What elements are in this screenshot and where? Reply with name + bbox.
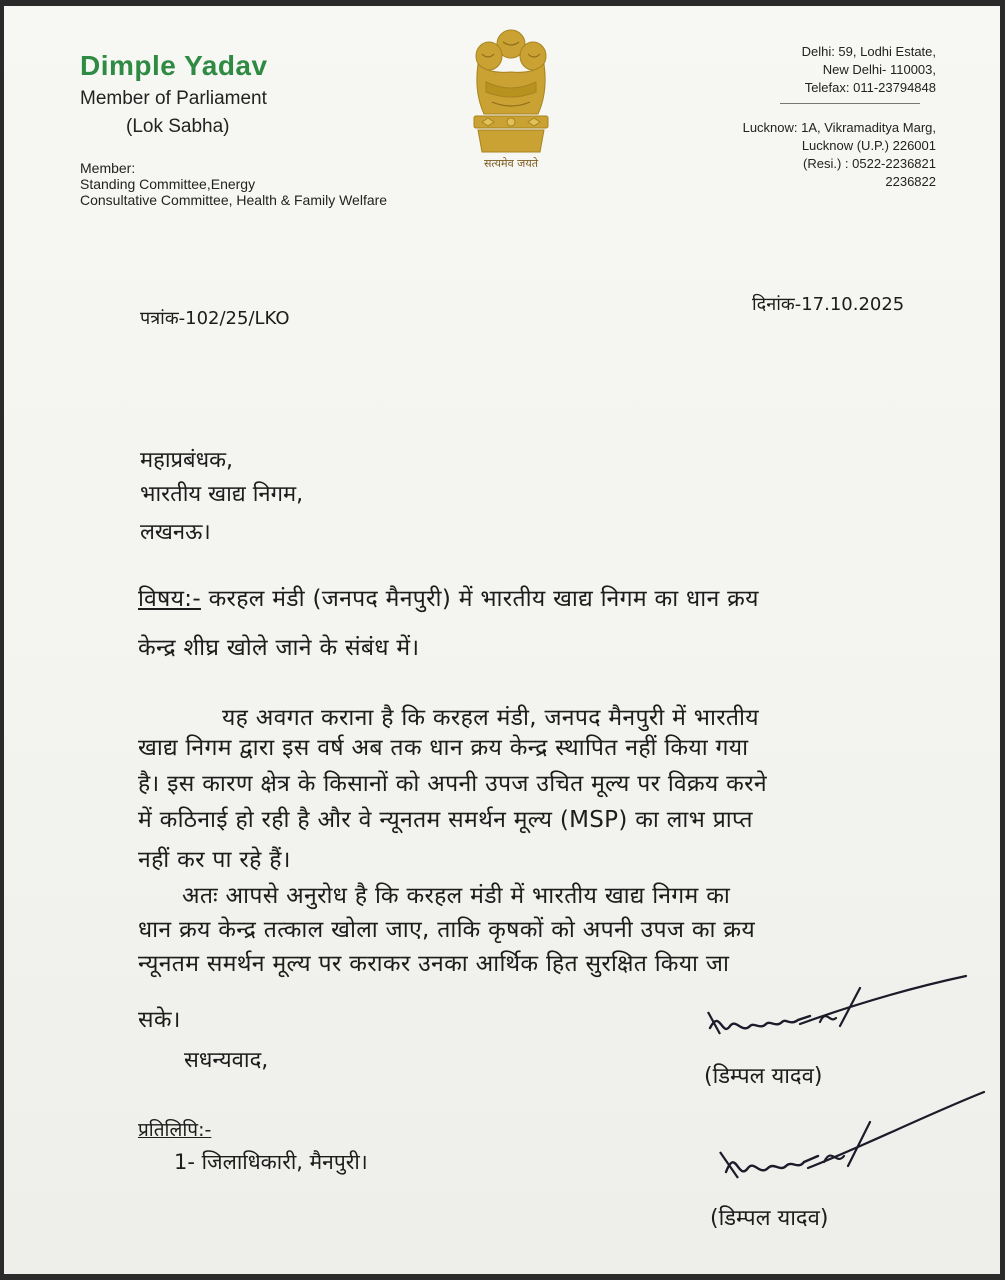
delhi-address-line-1: Delhi: 59, Lodhi Estate,: [801, 44, 936, 59]
copy-recipient: 1- जिलाधिकारी, मैनपुरी।: [174, 1150, 368, 1174]
signature-2-icon: [704, 1082, 994, 1192]
sender-house: (Lok Sabha): [126, 116, 230, 137]
recipient-line-3: लखनऊ।: [140, 520, 211, 545]
signature-1-icon: [690, 968, 980, 1048]
address-divider: [780, 103, 920, 104]
delhi-telefax: Telefax: 011-23794848: [804, 80, 936, 95]
sender-name: Dimple Yadav: [80, 50, 268, 81]
signatory-name: (डिम्पल यादव): [704, 1064, 823, 1089]
subject-line-1: [138, 581, 759, 613]
lucknow-address-line-2: Lucknow (U.P.) 226001: [801, 138, 936, 153]
para1-line-1: यह अवगत कराना है कि करहल मंडी, जनपद मैनपुरी में भारतीय: [222, 705, 759, 731]
para2-line-3: न्यूनतम समर्थन मूल्य पर कराकर उनका आर्थिक हित सुरक्षित किया जा: [138, 951, 730, 977]
recipient-line-2: भारतीय खाद्य निगम,: [140, 482, 304, 507]
committee-line-1: Standing Committee,Energy: [80, 176, 256, 192]
sender-title: Member of Parliament: [80, 88, 267, 109]
lucknow-phone-1: (Resi.) : 0522-2236821: [803, 156, 936, 171]
copy-label: प्रतिलिपि:-: [138, 1119, 212, 1141]
lucknow-address-line-1: Lucknow: 1A, Vikramaditya Marg,: [742, 120, 936, 135]
recipient-line-1: महाप्रबंधक,: [140, 448, 234, 473]
reference-number: पत्रांक-102/25/LKO: [140, 308, 290, 329]
para1-line-3: है। इस कारण क्षेत्र के किसानों को अपनी उपज उचित मूल्य पर विक्रय करने: [138, 771, 767, 797]
lucknow-phone-2: 2236822: [885, 174, 936, 189]
para1-line-2: खाद्य निगम द्वारा इस वर्ष अब तक धान क्रय केन्द्र स्थापित नहीं किया गया: [138, 735, 749, 761]
committee-line-2: Consultative Committee, Health & Family Welfare: [80, 192, 388, 208]
copy-signatory-name: (डिम्पल यादव): [710, 1206, 829, 1231]
letter-date: दिनांक-17.10.2025: [752, 294, 905, 315]
para1-line-4: में कठिनाई हो रही है और वे न्यूनतम समर्थन मूल्य (MSP) का लाभ प्राप्त: [138, 807, 753, 833]
delhi-address-line-2: New Delhi- 110003,: [822, 62, 936, 77]
closing-text: सधन्यवाद,: [184, 1048, 269, 1073]
para2-line-1: अतः आपसे अनुरोध है कि करहल मंडी में भारतीय खाद्य निगम का: [182, 883, 731, 909]
para2-line-2: धान क्रय केन्द्र तत्काल खोला जाए, ताकि कृषकों को अपनी उपज का क्रय: [138, 917, 756, 943]
emblem-motto: सत्यमेव जयते: [483, 157, 538, 170]
subject-label: विषय:-: [138, 586, 201, 612]
para1-line-5: नहीं कर पा रहे हैं।: [138, 847, 291, 873]
letter-page: [4, 6, 1000, 1274]
member-label: Member:: [80, 160, 136, 176]
para2-line-4: सके।: [138, 1007, 181, 1033]
national-emblem-icon: [456, 22, 566, 172]
subject-text-1: करहल मंडी (जनपद मैनपुरी) में भारतीय खाद्य निगम का धान क्रय: [208, 586, 759, 612]
subject-line-2: केन्द्र शीघ्र खोले जाने के संबंध में।: [138, 635, 420, 661]
